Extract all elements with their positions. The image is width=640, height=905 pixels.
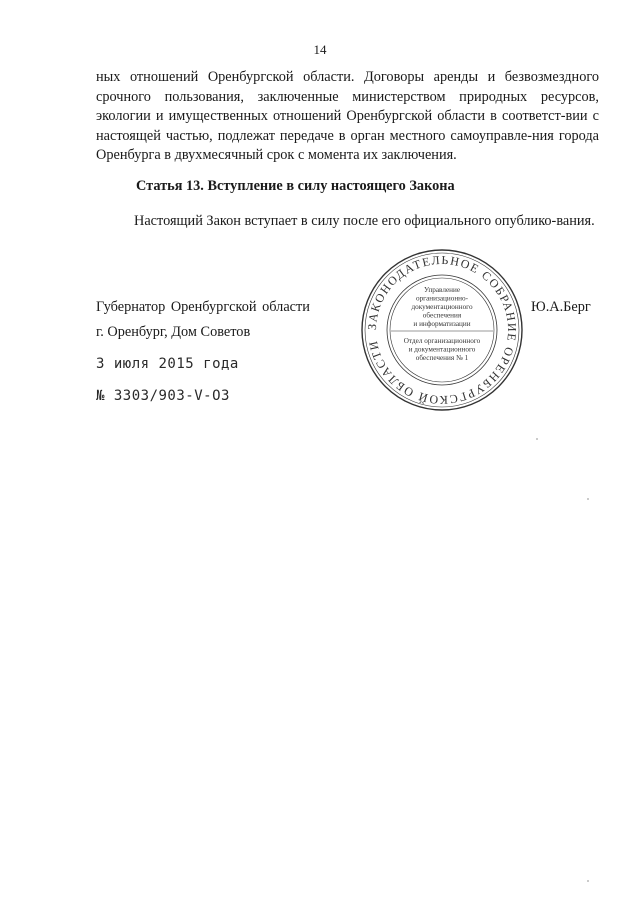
seal-inner-line: обеспечения [422, 311, 462, 320]
signing-date: 3 июля 2015 года [96, 356, 239, 372]
seal-inner-line: документационного [411, 303, 473, 311]
page-number: 14 [313, 42, 327, 57]
seal-outer-text: ЗАКОНОДАТЕЛЬНОЕ СОБРАНИЕ ОРЕНБУРГСКОЙ ОБЛАСТИ [364, 252, 520, 408]
signing-place: г. Оренбург, Дом Советов [96, 324, 251, 340]
scan-speck [587, 880, 589, 882]
seal-inner-line: организационно- [415, 294, 469, 303]
article-heading: Статья 13. Вступление в силу настоящего Закона [136, 178, 455, 194]
signatory-name: Ю.А.Берг [531, 299, 591, 315]
seal-inner-line: и документационного [408, 345, 476, 354]
scan-speck [587, 498, 589, 500]
seal-inner-line: Отдел организационного [403, 337, 481, 345]
seal-inner-line: обеспечения № 1 [415, 354, 469, 362]
seal-inner-line: и информатизации [413, 320, 471, 328]
scan-speck [536, 438, 538, 440]
seal-outer-ring [362, 250, 522, 410]
effective-paragraph: Настоящий Закон вступает в силу после его официального опублико-вания. [134, 213, 595, 229]
official-seal [360, 248, 524, 412]
law-number: № 3303/903-V-ОЗ [96, 388, 230, 404]
signatory-position: Губернатор Оренбургской области [96, 299, 310, 315]
seal-inner-line: Управление [423, 286, 461, 294]
body-paragraph: ных отношений Оренбургской области. Договоры аренды и безвозмездного срочного пользования, заключенные министерством природных ресурсов, экологии и имущественных отношений Оренбургской области в соответст-вии с настоящей частью, подлежат передаче в орган местного самоуправле-ния города Оренбурга в двухмесячный срок с момента их заключения. [96, 69, 599, 164]
